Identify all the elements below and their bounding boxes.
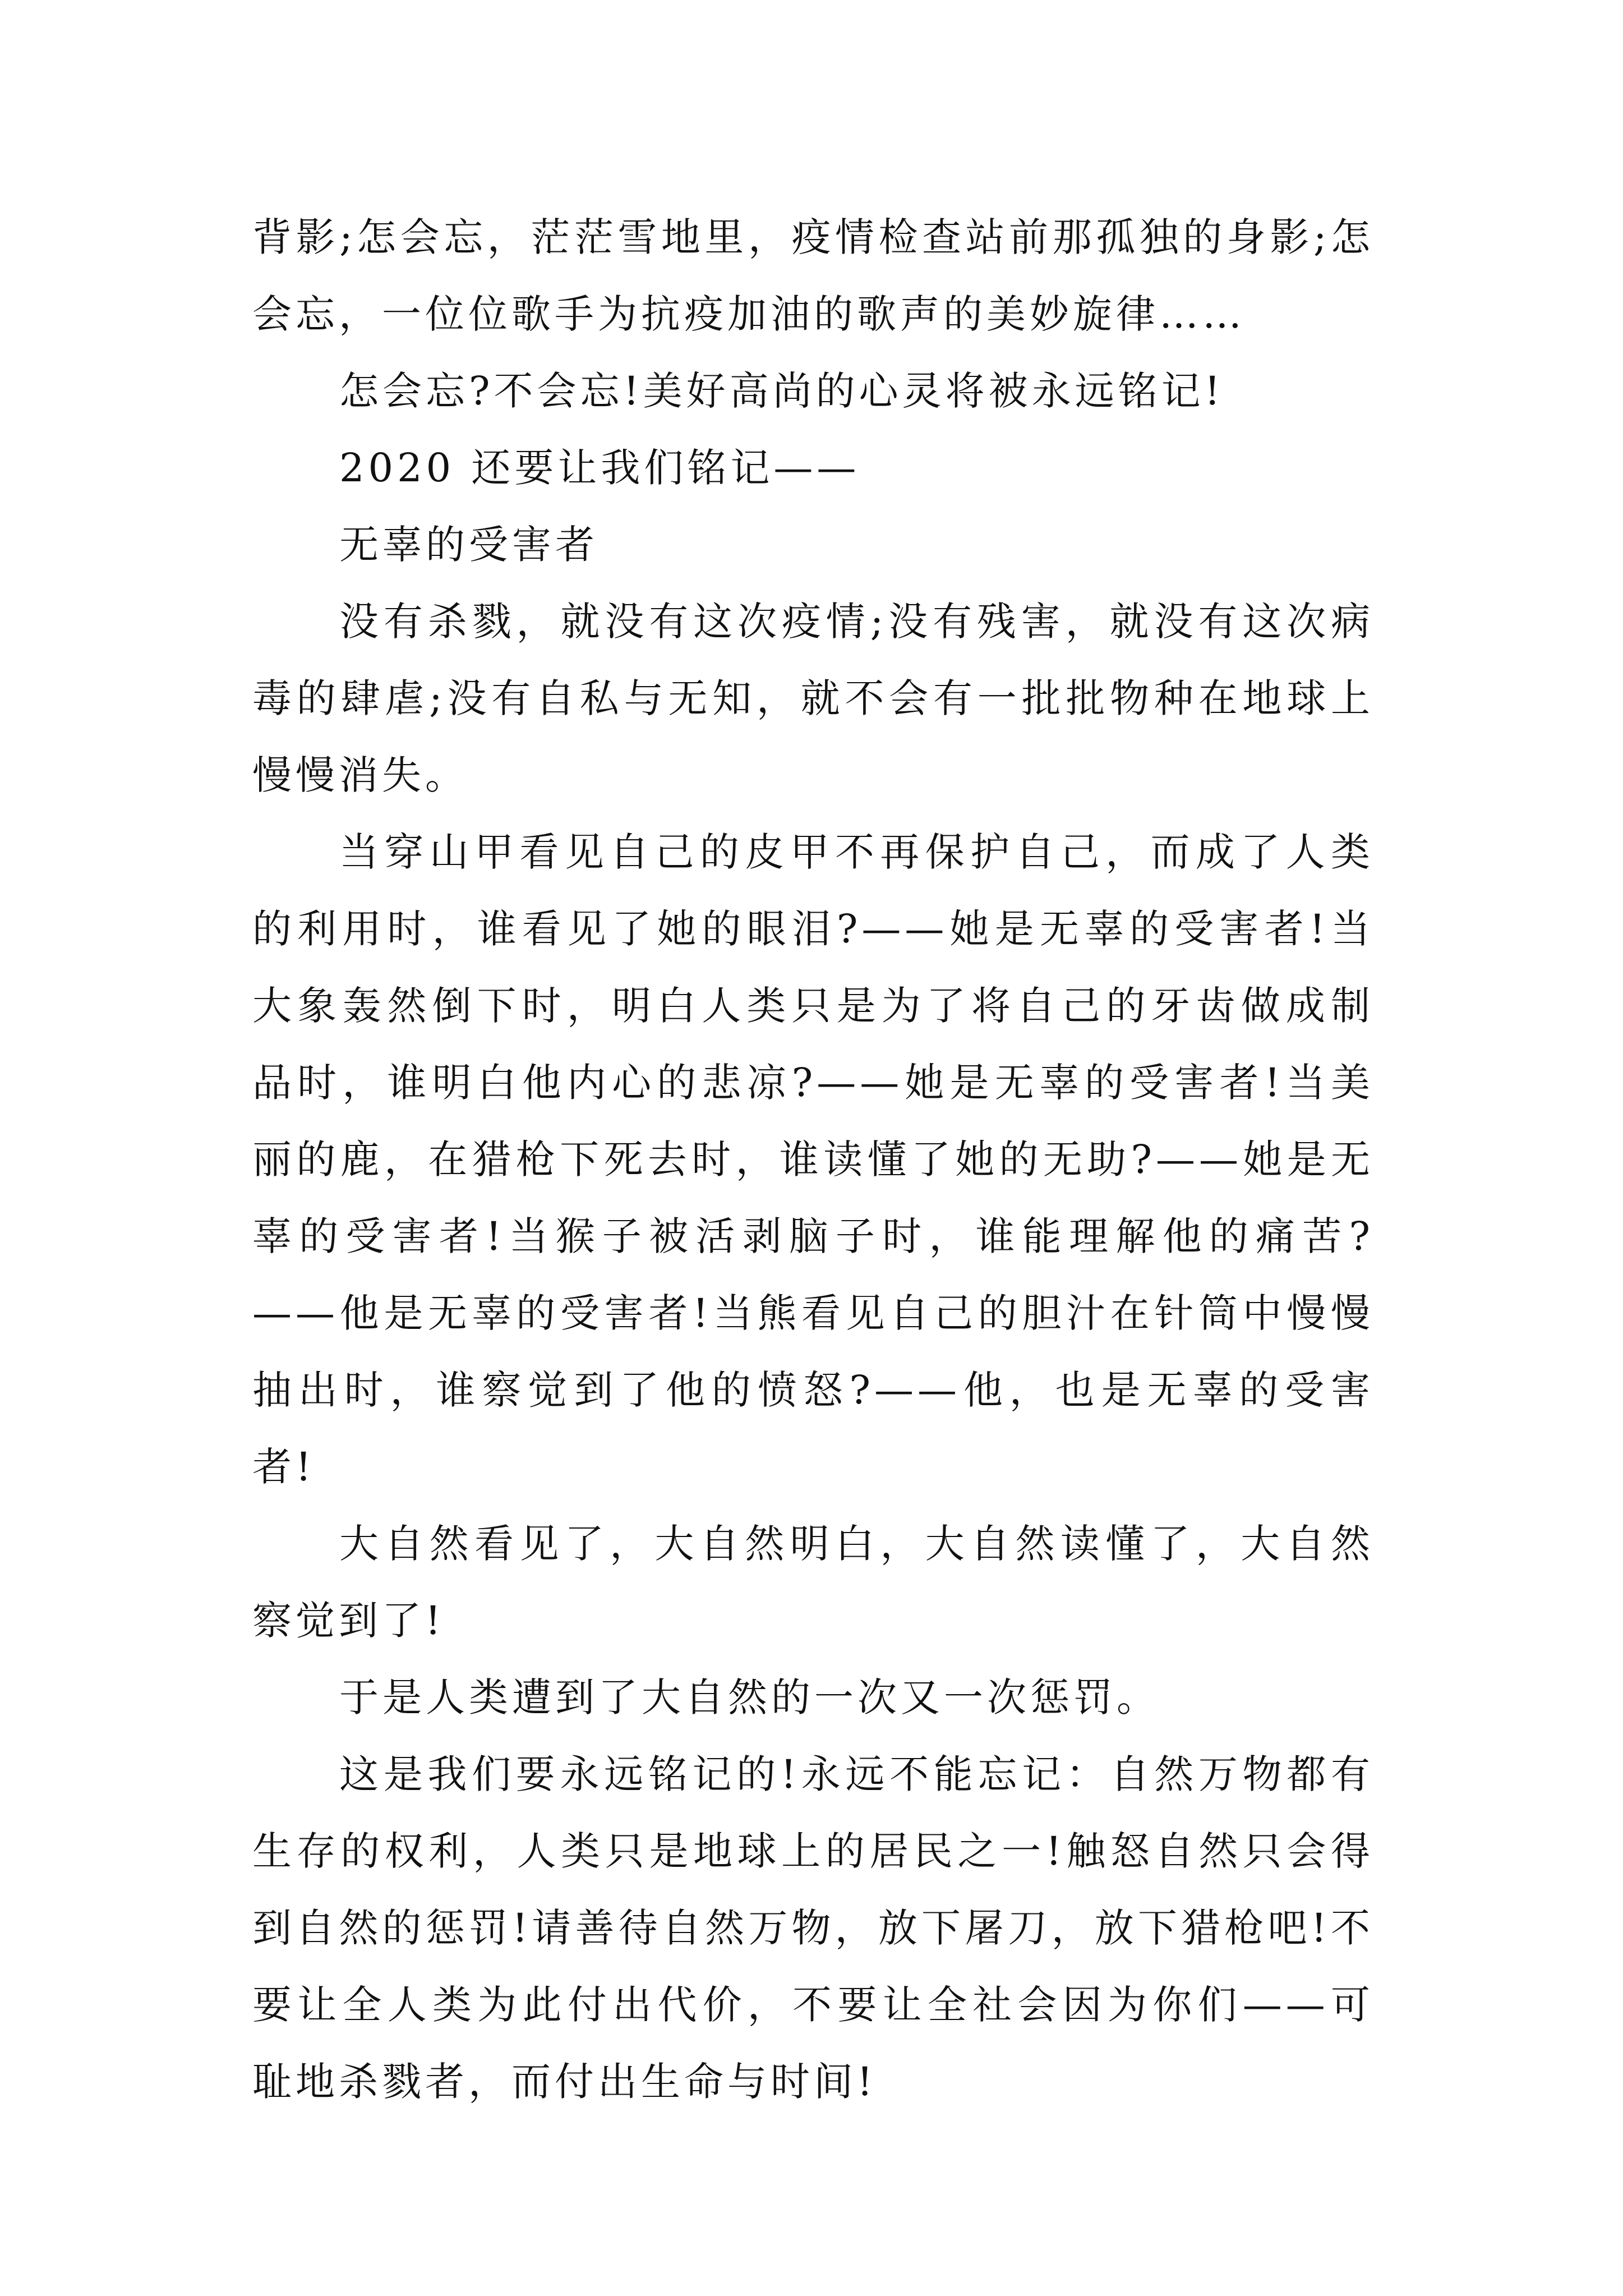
paragraph: 当穿山甲看见自己的皮甲不再保护自己，而成了人类的利用时，谁看见了她的眼泪?——她是无辜的受害者!当大象轰然倒下时，明白人类只是为了将自己的牙齿做成制品时，谁明白他内心的悲凉?——她是无辜的受害者!当美丽的鹿，在猎枪下死去时，谁读懂了她的无助?——她是无辜的受害者!当猴子被活剥脑子时，谁能理解他的痛苦?——他是无辜的受害者!当熊看见自己的胆汁在针筒中慢慢抽出时，谁察觉到了他的愤怒?——他，也是无辜的受害者! [252,829,1374,1490]
section-heading: 无辜的受害者 [339,522,598,568]
paragraph: 于是人类遭到了大自然的一次又一次惩罚。 [339,1674,1160,1720]
paragraph: 怎会忘?不会忘!美好高尚的心灵将被永远铭记! [339,368,1224,414]
paragraph: 没有杀戮，就没有这次疫情;没有残害，就没有这次病毒的肆虐;没有自私与无知，就不会有一批批物种在地球上慢慢消失。 [252,599,1374,798]
paragraph: 大自然看见了，大自然明白，大自然读懂了，大自然察觉到了! [252,1521,1374,1644]
paragraph: 2020 还要让我们铭记—— [339,445,860,491]
paragraph: 背影;怎会忘，茫茫雪地里，疫情检查站前那孤独的身影;怎会忘，一位位歌手为抗疫加油的歌声的美妙旋律…… [252,214,1374,337]
document-body [252,199,1374,2120]
paragraph: 这是我们要永远铭记的!永远不能忘记：自然万物都有生存的权利，人类只是地球上的居民之一!触怒自然只会得到自然的惩罚!请善待自然万物，放下屠刀，放下猎枪吧!不要让全人类为此付出代价，不要让全社会因为你们——可耻地杀戮者，而付出生命与时间! [252,1751,1374,2105]
